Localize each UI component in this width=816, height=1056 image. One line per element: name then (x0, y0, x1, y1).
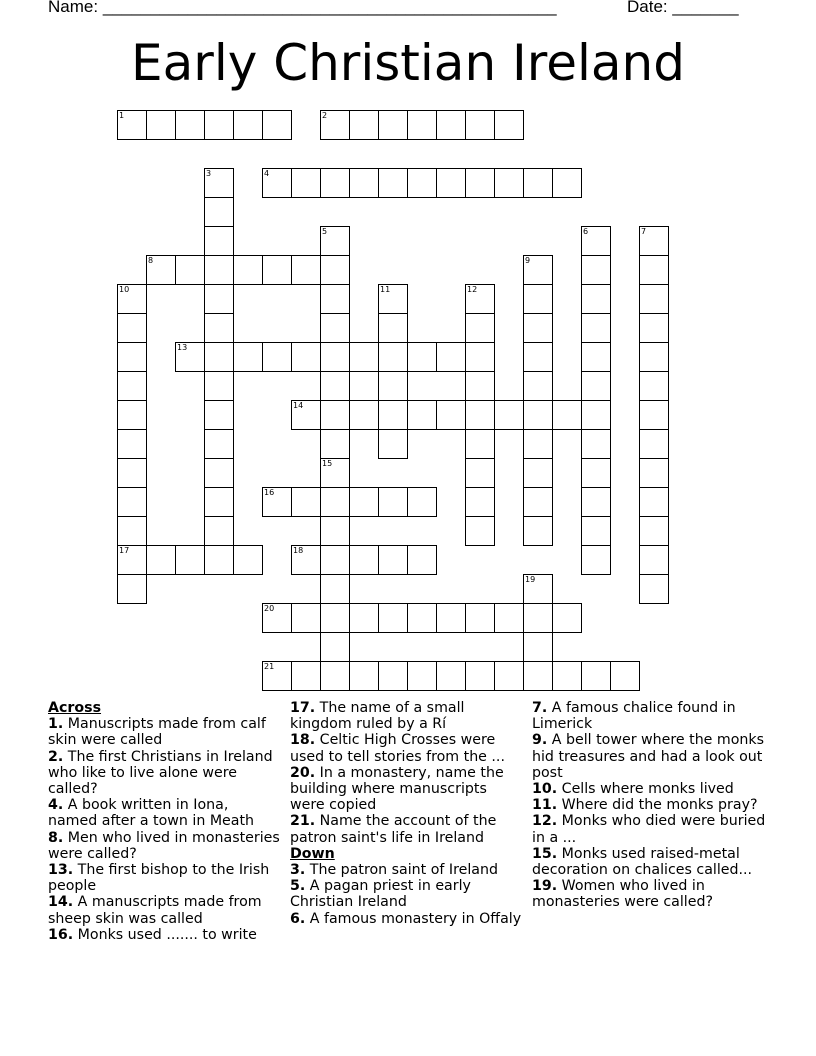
grid-cell[interactable] (204, 516, 234, 546)
grid-cell[interactable] (581, 458, 611, 488)
grid-cell[interactable] (378, 342, 408, 372)
grid-cell-number: 10 (119, 285, 130, 294)
grid-cell[interactable] (639, 516, 669, 546)
clue-down-12: 12. Monks who died were buried in a ... (532, 813, 766, 846)
grid-cell[interactable] (117, 458, 147, 488)
grid-cell[interactable] (494, 603, 524, 633)
grid-cell[interactable] (117, 110, 147, 140)
grid-cell[interactable] (262, 603, 292, 633)
clue-down-9: 9. A bell tower where the monks hid treasures and had a look out post (532, 732, 765, 781)
grid-cell-number: 9 (525, 256, 531, 265)
grid-cell[interactable] (407, 603, 437, 633)
grid-cell[interactable] (233, 342, 263, 372)
grid-cell[interactable] (494, 661, 524, 691)
grid-cell[interactable] (175, 342, 205, 372)
grid-cell[interactable] (204, 487, 234, 517)
grid-cell[interactable] (436, 342, 466, 372)
grid-cell[interactable] (378, 168, 408, 198)
grid-cell[interactable] (494, 110, 524, 140)
grid-cell[interactable] (349, 603, 379, 633)
grid-cell[interactable] (291, 168, 321, 198)
grid-cell[interactable] (378, 110, 408, 140)
grid-cell[interactable] (523, 168, 553, 198)
grid-cell[interactable] (204, 342, 234, 372)
clue-across-17: 17. The name of a small kingdom ruled by a Rí (290, 700, 465, 733)
down-heading: Down (290, 845, 335, 862)
clues-column-2 (290, 700, 522, 927)
grid-cell-number: 18 (293, 546, 304, 555)
grid-cell-number: 3 (206, 169, 212, 178)
grid-cell[interactable] (349, 545, 379, 575)
grid-cell[interactable] (436, 110, 466, 140)
grid-cell[interactable] (320, 110, 350, 140)
grid-cell[interactable] (262, 487, 292, 517)
grid-cell[interactable] (320, 632, 350, 662)
grid-cell[interactable] (523, 342, 553, 372)
grid-cell[interactable] (320, 574, 350, 604)
grid-cell-number: 8 (148, 256, 154, 265)
grid-cell[interactable] (378, 661, 408, 691)
grid-cell[interactable] (523, 632, 553, 662)
grid-cell[interactable] (639, 313, 669, 343)
date-blank[interactable]: _______ (672, 0, 739, 16)
clues-column-1 (48, 700, 280, 943)
clue-down-5: 5. A pagan priest in early Christian Ireland (290, 878, 471, 911)
grid-cell[interactable] (320, 284, 350, 314)
grid-cell[interactable] (204, 371, 234, 401)
clue-across-2: 2. The first Christians in Ireland who like to live alone were called? (48, 748, 273, 798)
grid-cell[interactable] (552, 661, 582, 691)
grid-cell[interactable] (320, 458, 350, 488)
grid-cell[interactable] (117, 342, 147, 372)
grid-cell[interactable] (175, 255, 205, 285)
grid-cell[interactable] (639, 458, 669, 488)
grid-cell[interactable] (465, 313, 495, 343)
grid-cell[interactable] (465, 168, 495, 198)
grid-cell[interactable] (349, 661, 379, 691)
grid-cell[interactable] (378, 371, 408, 401)
grid-cell[interactable] (204, 110, 234, 140)
across-heading: Across (48, 700, 102, 716)
grid-cell[interactable] (407, 545, 437, 575)
grid-cell[interactable] (262, 168, 292, 198)
grid-cell[interactable] (581, 255, 611, 285)
grid-cell[interactable] (378, 400, 408, 430)
grid-cell[interactable] (117, 400, 147, 430)
clue-across-1: 1. Manuscripts made from calf skin were called (48, 716, 266, 749)
clue-down-11: 11. Where did the monks pray? (532, 797, 758, 814)
grid-cell[interactable] (117, 371, 147, 401)
grid-cell[interactable] (320, 545, 350, 575)
grid-cell[interactable] (378, 313, 408, 343)
grid-cell[interactable] (204, 197, 234, 227)
grid-cell[interactable] (436, 168, 466, 198)
grid-cell-number: 19 (525, 575, 536, 584)
grid-cell[interactable] (639, 429, 669, 459)
grid-cell[interactable] (465, 516, 495, 546)
grid-cell[interactable] (581, 545, 611, 575)
grid-cell[interactable] (552, 168, 582, 198)
grid-cell[interactable] (494, 168, 524, 198)
name-blank[interactable]: ________________________________________________ (102, 0, 557, 16)
grid-cell[interactable] (117, 284, 147, 314)
clue-across-14: 14. A manuscripts made from sheep skin was called (48, 894, 262, 927)
grid-cell[interactable] (407, 110, 437, 140)
grid-cell[interactable] (523, 458, 553, 488)
grid-cell[interactable] (465, 661, 495, 691)
grid-cell-number: 20 (264, 604, 275, 613)
grid-cell-number: 7 (641, 227, 647, 236)
grid-cell[interactable] (581, 487, 611, 517)
grid-cell[interactable] (436, 603, 466, 633)
grid-cell[interactable] (494, 400, 524, 430)
grid-cell[interactable] (552, 603, 582, 633)
grid-cell-number: 12 (467, 285, 478, 294)
grid-cell[interactable] (581, 400, 611, 430)
grid-cell[interactable] (320, 487, 350, 517)
grid-cell-number: 13 (177, 343, 188, 352)
grid-cell[interactable] (117, 313, 147, 343)
grid-cell[interactable] (407, 487, 437, 517)
grid-cell[interactable] (378, 603, 408, 633)
grid-cell[interactable] (146, 255, 176, 285)
clue-down-15: 15. Monks used raised-metal decoration on chalices called... (532, 845, 753, 879)
clue-across-20: 20. In a monastery, name the building where manuscripts were copied (290, 764, 504, 814)
page-title: Early Christian Ireland (131, 34, 685, 92)
grid-cell[interactable] (581, 371, 611, 401)
grid-cell[interactable] (378, 487, 408, 517)
grid-cell[interactable] (378, 284, 408, 314)
grid-cell[interactable] (523, 313, 553, 343)
date-label: Date: (627, 0, 668, 16)
grid-cell[interactable] (407, 168, 437, 198)
grid-cell-number: 1 (119, 111, 125, 120)
grid-cell[interactable] (320, 603, 350, 633)
grid-cell[interactable] (291, 487, 321, 517)
grid-cell[interactable] (523, 516, 553, 546)
grid-cell[interactable] (117, 516, 147, 546)
grid-cell[interactable] (175, 110, 205, 140)
grid-cell[interactable] (204, 313, 234, 343)
grid-cell[interactable] (204, 400, 234, 430)
clue-down-19: 19. Women who lived in monasteries were called? (532, 878, 714, 911)
clue-down-6: 6. A famous monastery in Offaly (290, 910, 522, 927)
grid-cell[interactable] (291, 342, 321, 372)
grid-cell[interactable] (320, 400, 350, 430)
grid-cell-number: 15 (322, 459, 333, 468)
grid-cell[interactable] (204, 429, 234, 459)
grid-cell[interactable] (320, 313, 350, 343)
grid-cell-number: 6 (583, 227, 589, 236)
grid-cell[interactable] (291, 255, 321, 285)
grid-cell[interactable] (581, 313, 611, 343)
grid-cell[interactable] (523, 400, 553, 430)
grid-cell[interactable] (581, 661, 611, 691)
grid-cell[interactable] (320, 226, 350, 256)
name-label: Name: (48, 0, 99, 16)
grid-cell[interactable] (320, 342, 350, 372)
grid-cell-number: 14 (293, 401, 304, 410)
grid-cell[interactable] (262, 342, 292, 372)
grid-cell[interactable] (581, 516, 611, 546)
grid-cell[interactable] (581, 342, 611, 372)
grid-cell[interactable] (320, 168, 350, 198)
grid-cell[interactable] (204, 255, 234, 285)
grid-cell-number: 5 (322, 227, 328, 236)
grid-cell[interactable] (349, 342, 379, 372)
grid-cell[interactable] (465, 429, 495, 459)
clue-across-18: 18. Celtic High Crosses were used to tell stories from the ... (290, 732, 505, 765)
grid-cell[interactable] (291, 545, 321, 575)
grid-cell[interactable] (465, 342, 495, 372)
grid-cell[interactable] (320, 371, 350, 401)
grid-cell[interactable] (407, 342, 437, 372)
grid-cell[interactable] (523, 661, 553, 691)
grid-cell[interactable] (262, 255, 292, 285)
grid-cell[interactable] (204, 458, 234, 488)
grid-cell[interactable] (639, 545, 669, 575)
grid-cell[interactable] (233, 545, 263, 575)
grid-cell[interactable] (233, 110, 263, 140)
grid-cell[interactable] (349, 110, 379, 140)
grid-cell[interactable] (465, 487, 495, 517)
clue-across-8: 8. Men who lived in monasteries were called? (48, 829, 280, 862)
grid-cell[interactable] (407, 400, 437, 430)
grid-cell[interactable] (436, 661, 466, 691)
grid-cell[interactable] (436, 400, 466, 430)
clue-across-21: 21. Name the account of the patron saint's life in Ireland (290, 813, 497, 846)
clue-across-16: 16. Monks used ....... to write (48, 926, 257, 943)
grid-cell[interactable] (378, 429, 408, 459)
grid-cell[interactable] (639, 226, 669, 256)
grid-cell[interactable] (204, 545, 234, 575)
grid-cell-number: 11 (380, 285, 391, 294)
grid-cell[interactable] (146, 545, 176, 575)
grid-cell[interactable] (117, 429, 147, 459)
grid-cell[interactable] (320, 255, 350, 285)
grid-cell[interactable] (262, 661, 292, 691)
grid-cell-number: 2 (322, 111, 328, 120)
clue-down-3: 3. The patron saint of Ireland (290, 862, 498, 879)
grid-cell[interactable] (465, 400, 495, 430)
grid-cell[interactable] (581, 226, 611, 256)
grid-cell[interactable] (204, 168, 234, 198)
grid-cell[interactable] (465, 603, 495, 633)
grid-cell[interactable] (523, 371, 553, 401)
grid-cell[interactable] (349, 400, 379, 430)
clues-column-3 (532, 700, 772, 911)
grid-cell[interactable] (349, 487, 379, 517)
grid-cell[interactable] (291, 400, 321, 430)
grid-cell[interactable] (233, 255, 263, 285)
grid-cell[interactable] (523, 603, 553, 633)
grid-cell[interactable] (523, 574, 553, 604)
grid-cell[interactable] (639, 400, 669, 430)
grid-cell[interactable] (349, 168, 379, 198)
grid-cell-number: 17 (119, 546, 130, 555)
grid-cell[interactable] (465, 110, 495, 140)
grid-cell-number: 16 (264, 488, 275, 497)
grid-cell[interactable] (465, 284, 495, 314)
grid-cell[interactable] (610, 661, 640, 691)
grid-cell[interactable] (291, 661, 321, 691)
grid-cell[interactable] (639, 574, 669, 604)
grid-cell[interactable] (639, 255, 669, 285)
grid-cell[interactable] (552, 400, 582, 430)
grid-cell[interactable] (291, 603, 321, 633)
grid-cell[interactable] (117, 545, 147, 575)
grid-cell[interactable] (117, 487, 147, 517)
grid-cell[interactable] (262, 110, 292, 140)
grid-cell[interactable] (465, 458, 495, 488)
grid-cell[interactable] (407, 661, 437, 691)
grid-cell[interactable] (523, 284, 553, 314)
grid-cell[interactable] (175, 545, 205, 575)
grid-cell-number: 21 (264, 662, 275, 671)
grid-cell[interactable] (320, 661, 350, 691)
grid-cell[interactable] (320, 516, 350, 546)
grid-cell[interactable] (117, 574, 147, 604)
grid-cell[interactable] (523, 487, 553, 517)
clue-down-7: 7. A famous chalice found in Limerick (532, 700, 736, 733)
grid-cell[interactable] (639, 371, 669, 401)
grid-cell[interactable] (523, 255, 553, 285)
grid-cell-number: 4 (264, 169, 270, 178)
clue-across-13: 13. The first bishop to the Irish people (48, 862, 270, 895)
grid-cell[interactable] (146, 110, 176, 140)
grid-cell[interactable] (639, 342, 669, 372)
grid-cell[interactable] (581, 429, 611, 459)
clue-down-10: 10. Cells where monks lived (532, 781, 734, 798)
grid-cell[interactable] (581, 284, 611, 314)
grid-cell[interactable] (639, 487, 669, 517)
grid-cell[interactable] (204, 284, 234, 314)
grid-cell[interactable] (378, 545, 408, 575)
clue-across-4: 4. A book written in Iona, named after a town in Meath (48, 797, 255, 830)
grid-cell[interactable] (523, 429, 553, 459)
grid-cell[interactable] (639, 284, 669, 314)
grid-cell[interactable] (204, 226, 234, 256)
grid-cell[interactable] (320, 429, 350, 459)
grid-cell[interactable] (465, 371, 495, 401)
